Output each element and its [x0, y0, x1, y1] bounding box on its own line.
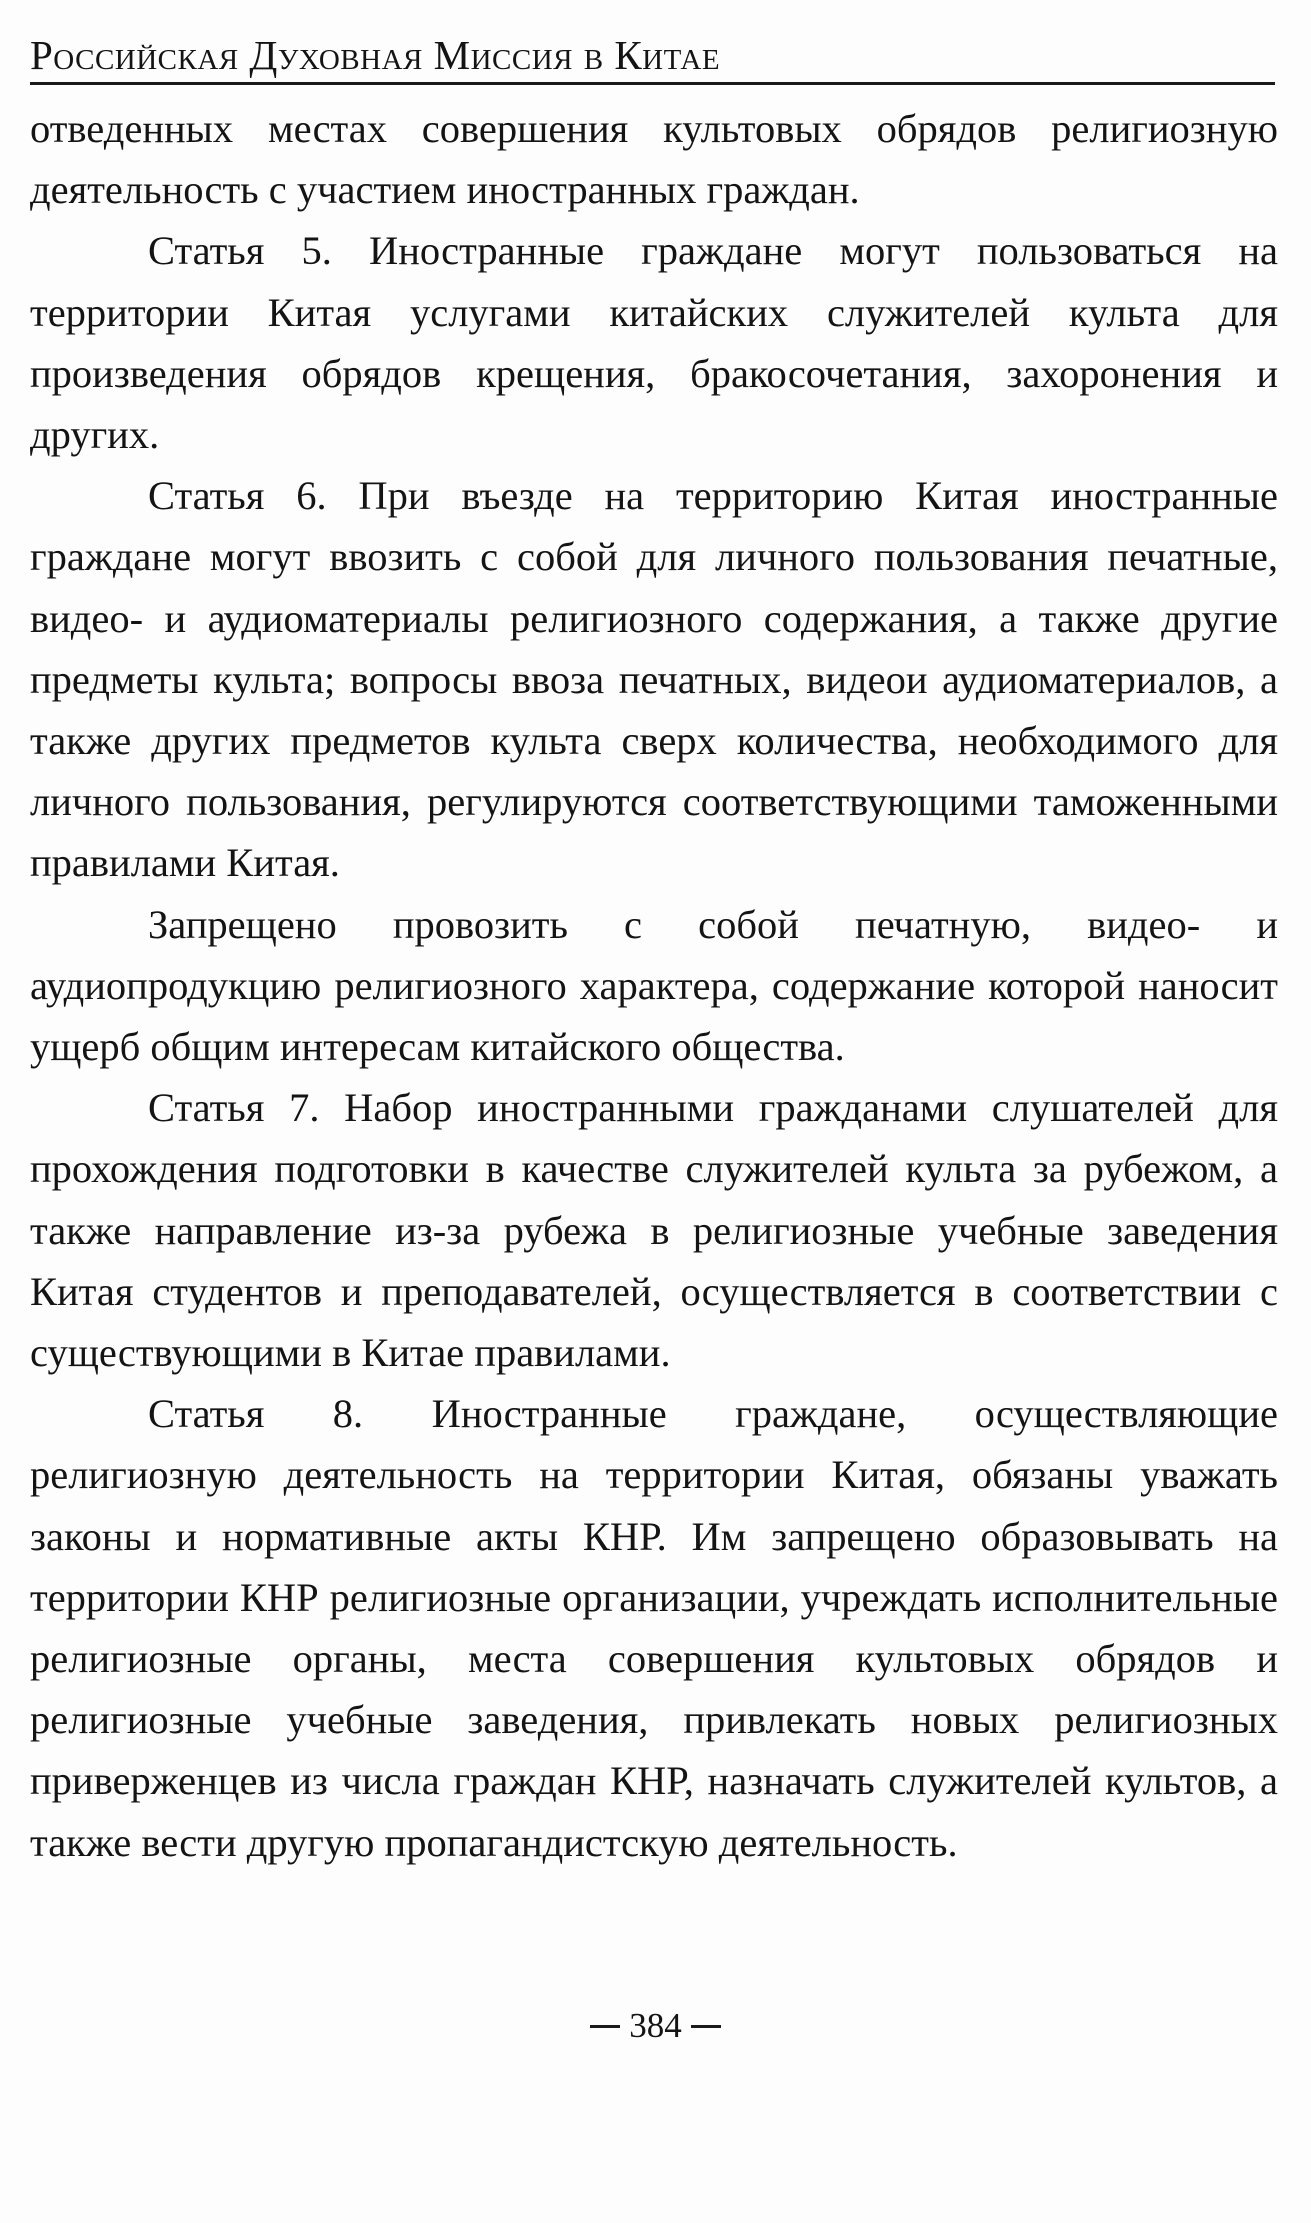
paragraph-article-7: Статья 7. Набор иностранными гражданами слушателей для прохождения подготовки в качестве служителей культа за рубежом, а также направление из-за рубежа в религиозные учебные заведения Китая студентов и преподавателей, осуществляется в соответствии с существующими в Китае правилами.: [30, 1085, 1278, 1376]
paragraph-continued: отведенных местах совершения культовых обрядов религиозную деятельность с участием иностранных граждан.: [30, 106, 1278, 213]
page-number: [0, 2008, 1311, 2043]
folio-dash-right: [691, 2025, 721, 2028]
paragraph-article-6: Статья 6. При въезде на территорию Китая иностранные граждане могут ввозить с собой для личного пользования печатные, видео- и аудиоматериалы религиозного содержания, а также другие предметы культа; вопросы ввоза печатных, видеои аудиоматериалов, а также других предметов культа сверх количества, необходимого для личного пользования, регулируются соответствующими таможенными правилами Китая.: [30, 473, 1278, 886]
paragraph-prohibition: Запрещено провозить с собой печатную, видео- и аудиопродукцию религиозного характера, содержание которой наносит ущерб общим интересам китайского общества.: [30, 901, 1278, 1070]
running-head: [30, 22, 1275, 85]
paragraph-article-8: Статья 8. Иностранные граждане, осуществляющие религиозную деятельность на территории Китая, обязаны уважать законы и нормативные акты КНР. Им запрещено образовывать на территории КНР религиозные организации, учреждать исполнительные религиозные органы, места совершения культовых обрядов и религиозные учебные заведения, привлекать новых религиозных приверженцев из числа граждан КНР, назначать служителей культов, а также вести другую пропагандистскую деятельность.: [30, 1391, 1278, 1865]
paragraph-article-5: Статья 5. Иностранные граждане могут пользоваться на территории Китая услугами китайских служителей культа для произведения обрядов крещения, бракосочетания, захоронения и других.: [30, 228, 1278, 458]
body-text: [30, 98, 1278, 1873]
page-number-text: 384: [629, 2006, 682, 2045]
running-head-title: Российская Духовная Миссия в Китае: [30, 32, 721, 78]
folio-dash-left: [590, 2025, 620, 2028]
